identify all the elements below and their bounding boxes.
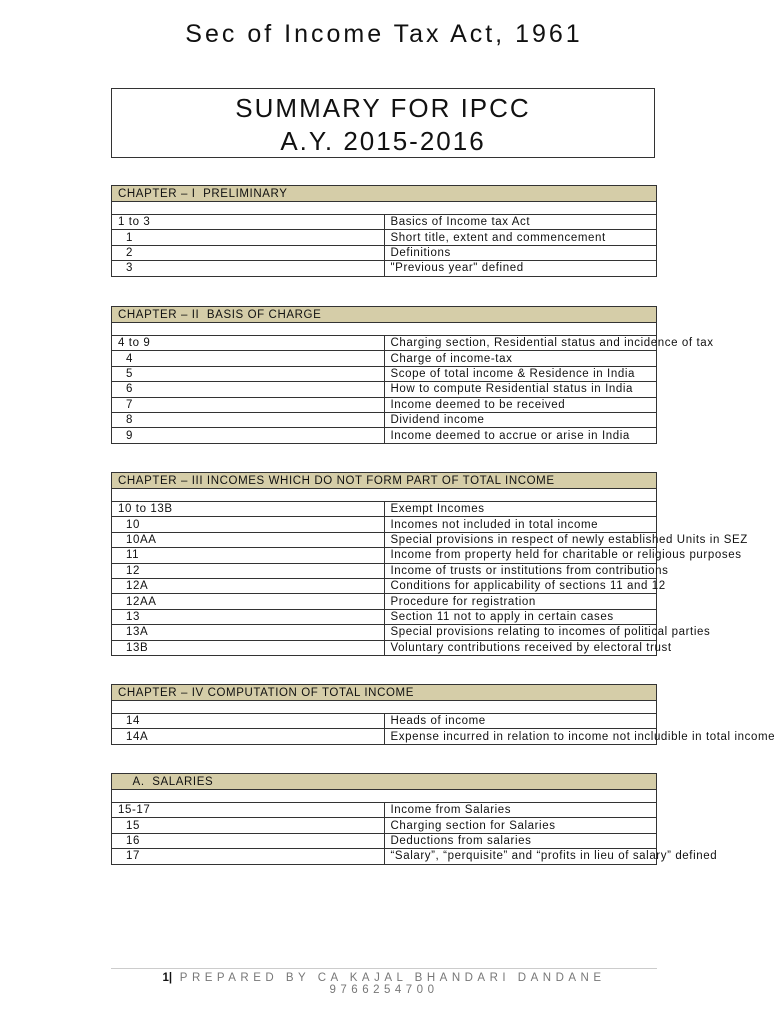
section-number: 1 bbox=[112, 230, 385, 245]
footer-separator: | bbox=[168, 972, 173, 984]
section-number: 12A bbox=[112, 578, 385, 593]
table-row bbox=[112, 382, 657, 397]
section-description: “Salary”, “perquisite” and “profits in lieu of salary” defined bbox=[384, 849, 657, 864]
section-description: Short title, extent and commencement bbox=[384, 230, 657, 245]
section-description: "Previous year" defined bbox=[384, 261, 657, 276]
section-number: 13A bbox=[112, 625, 385, 640]
spacer-cell bbox=[112, 489, 657, 502]
table-row bbox=[112, 803, 657, 818]
section-number: 5 bbox=[112, 366, 385, 381]
section-number: 1 to 3 bbox=[112, 215, 385, 230]
table-row bbox=[112, 609, 657, 624]
section-description: Income from property held for charitable or religious purposes bbox=[384, 548, 657, 563]
chapter-section bbox=[111, 684, 775, 745]
section-description: Conditions for applicability of sections 11 and 12 bbox=[384, 578, 657, 593]
section-number: 6 bbox=[112, 382, 385, 397]
section-number: 9 bbox=[112, 428, 385, 443]
table-row bbox=[112, 245, 657, 260]
spacer-row bbox=[112, 202, 657, 215]
section-description: How to compute Residential status in India bbox=[384, 382, 657, 397]
section-description: Special provisions in respect of newly established Units in SEZ bbox=[384, 532, 657, 547]
spacer-row bbox=[112, 701, 657, 714]
title-box bbox=[111, 88, 655, 158]
spacer-row bbox=[112, 790, 657, 803]
chapter-section bbox=[111, 472, 748, 656]
table-row bbox=[112, 714, 657, 729]
chapter-section bbox=[111, 773, 718, 865]
section-description: Income deemed to accrue or arise in India bbox=[384, 428, 657, 443]
section-description: Dividend income bbox=[384, 412, 657, 427]
section-number: 4 to 9 bbox=[112, 336, 385, 351]
section-description: Voluntary contributions received by electoral trust bbox=[384, 640, 657, 655]
table-row bbox=[112, 215, 657, 230]
section-number: 12 bbox=[112, 563, 385, 578]
table-row bbox=[112, 397, 657, 412]
section-number: 16 bbox=[112, 833, 385, 848]
section-description: Income from Salaries bbox=[384, 803, 657, 818]
section-description: Deductions from salaries bbox=[384, 833, 657, 848]
chapter-table bbox=[111, 684, 775, 745]
section-description: Expense incurred in relation to income not includible in total income bbox=[384, 729, 657, 744]
table-row bbox=[112, 412, 657, 427]
spacer-cell bbox=[112, 701, 657, 714]
table-row bbox=[112, 833, 657, 848]
chapter-table bbox=[111, 185, 657, 277]
table-row bbox=[112, 230, 657, 245]
table-row bbox=[112, 578, 657, 593]
section-number: 10 to 13B bbox=[112, 502, 385, 517]
title-line-1: SUMMARY FOR IPCC bbox=[235, 93, 531, 123]
section-number: 13 bbox=[112, 609, 385, 624]
section-description: Exempt Incomes bbox=[384, 502, 657, 517]
table-row bbox=[112, 336, 657, 351]
section-description: Procedure for registration bbox=[384, 594, 657, 609]
table-row bbox=[112, 849, 657, 864]
section-number: 12AA bbox=[112, 594, 385, 609]
footer-text: PREPARED BY CA KAJAL BHANDARI DANDANE 9766254700 bbox=[179, 972, 606, 996]
title-line-2: A.Y. 2015-2016 bbox=[280, 126, 486, 156]
spacer-row bbox=[112, 489, 657, 502]
section-description: Charging section, Residential status and incidence of tax bbox=[384, 336, 657, 351]
section-description: Section 11 not to apply in certain cases bbox=[384, 609, 657, 624]
table-row bbox=[112, 261, 657, 276]
section-description: Special provisions relating to incomes of political parties bbox=[384, 625, 657, 640]
table-row bbox=[112, 548, 657, 563]
table-row bbox=[112, 729, 657, 744]
section-description: Definitions bbox=[384, 245, 657, 260]
section-number: 13B bbox=[112, 640, 385, 655]
section-description: Charging section for Salaries bbox=[384, 818, 657, 833]
section-description: Heads of income bbox=[384, 714, 657, 729]
chapter-table bbox=[111, 306, 714, 444]
section-number: 10AA bbox=[112, 532, 385, 547]
section-number: 15 bbox=[112, 818, 385, 833]
chapter-heading-row bbox=[112, 774, 657, 790]
chapter-heading: CHAPTER – III INCOMES WHICH DO NOT FORM PART OF TOTAL INCOME bbox=[112, 473, 657, 489]
table-row bbox=[112, 502, 657, 517]
section-number: 11 bbox=[112, 548, 385, 563]
chapter-section bbox=[111, 185, 657, 277]
chapter-heading-row bbox=[112, 685, 657, 701]
page-footer bbox=[111, 968, 657, 996]
section-number: 14 bbox=[112, 714, 385, 729]
section-number: 15-17 bbox=[112, 803, 385, 818]
chapter-heading: CHAPTER – I PRELIMINARY bbox=[112, 186, 657, 202]
section-description: Income deemed to be received bbox=[384, 397, 657, 412]
chapter-heading: CHAPTER – IV COMPUTATION OF TOTAL INCOME bbox=[112, 685, 657, 701]
chapter-table bbox=[111, 472, 748, 656]
section-number: 4 bbox=[112, 351, 385, 366]
chapter-table bbox=[111, 773, 718, 865]
section-number: 8 bbox=[112, 412, 385, 427]
table-row bbox=[112, 517, 657, 532]
section-number: 10 bbox=[112, 517, 385, 532]
table-row bbox=[112, 594, 657, 609]
section-number: 14A bbox=[112, 729, 385, 744]
section-description: Income of trusts or institutions from contributions bbox=[384, 563, 657, 578]
chapter-heading-row bbox=[112, 307, 657, 323]
section-number: 3 bbox=[112, 261, 385, 276]
table-row bbox=[112, 640, 657, 655]
section-description: Charge of income-tax bbox=[384, 351, 657, 366]
table-row bbox=[112, 563, 657, 578]
section-number: 17 bbox=[112, 849, 385, 864]
chapter-heading-row bbox=[112, 186, 657, 202]
section-number: 7 bbox=[112, 397, 385, 412]
spacer-cell bbox=[112, 790, 657, 803]
table-row bbox=[112, 366, 657, 381]
table-row bbox=[112, 818, 657, 833]
section-description: Scope of total income & Residence in India bbox=[384, 366, 657, 381]
chapter-heading-row bbox=[112, 473, 657, 489]
chapter-section bbox=[111, 306, 714, 444]
chapter-heading: CHAPTER – II BASIS OF CHARGE bbox=[112, 307, 657, 323]
section-description: Basics of Income tax Act bbox=[384, 215, 657, 230]
chapter-heading: A. SALARIES bbox=[112, 774, 657, 790]
page-header: Sec of Income Tax Act, 1961 bbox=[185, 20, 583, 48]
section-description: Incomes not included in total income bbox=[384, 517, 657, 532]
table-row bbox=[112, 428, 657, 443]
spacer-cell bbox=[112, 323, 657, 336]
spacer-cell bbox=[112, 202, 657, 215]
spacer-row bbox=[112, 323, 657, 336]
section-number: 2 bbox=[112, 245, 385, 260]
table-row bbox=[112, 625, 657, 640]
page-number: 1 bbox=[162, 972, 169, 984]
table-row bbox=[112, 532, 657, 547]
table-row bbox=[112, 351, 657, 366]
